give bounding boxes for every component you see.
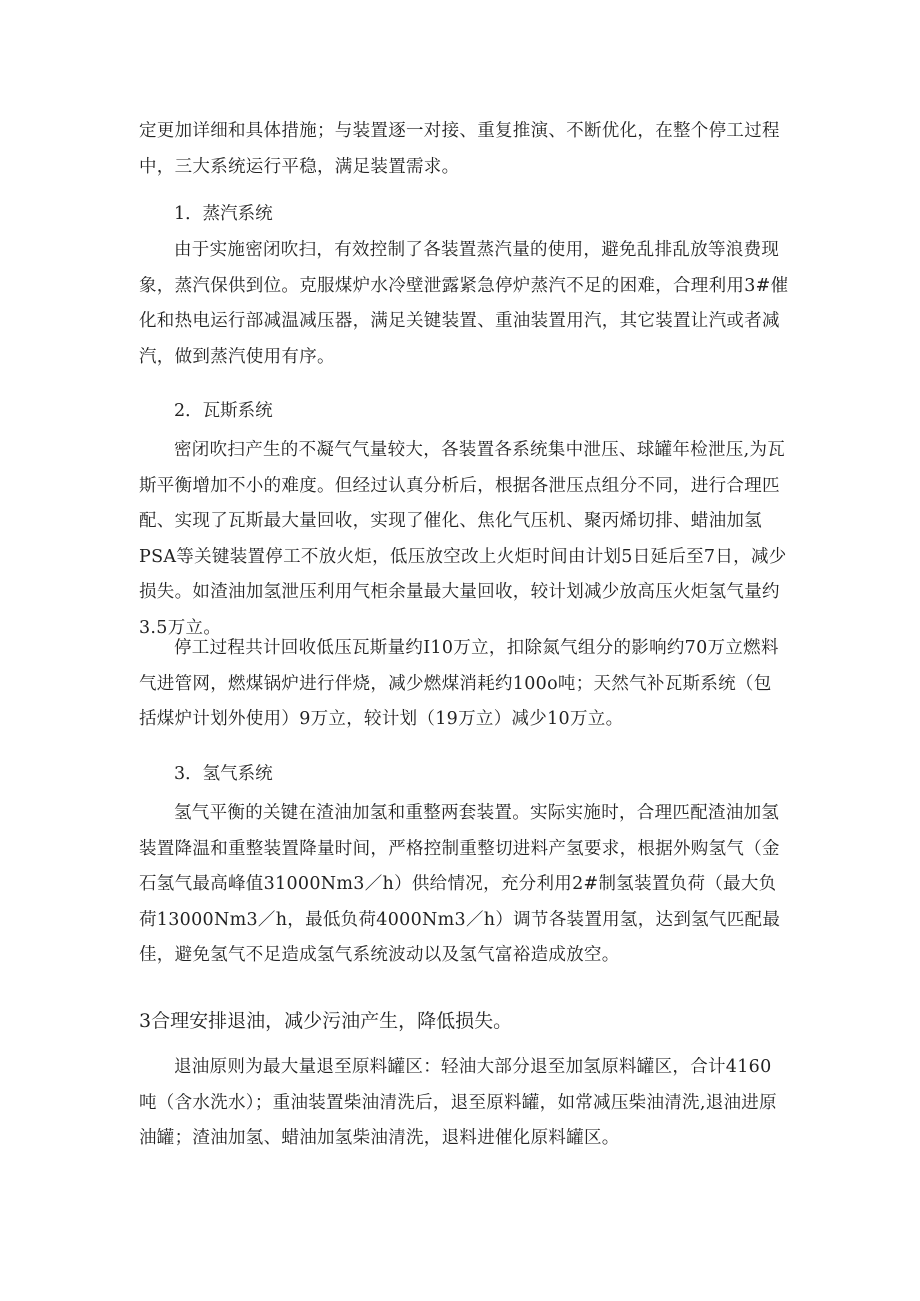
heading-steam-system: 1．蒸汽系统 [174, 204, 273, 224]
oil-return-paragraph: 退油原则为最大量退至原料罐区：轻油大部分退至加氢原料罐区，合计4160吨（含水洗水）；重油装置柴油清洗后，退至原料罐，如常减压柴油清洗,退油进原油罐；渣油加氢、蜡油加氢柴油清洗，退料进催化原料罐区。 [139, 1057, 777, 1148]
gas-paragraph-1: 密闭吹扫产生的不凝气气量较大，各装置各系统集中泄压、球罐年检泄压,为瓦斯平衡增加不小的难度。但经过认真分析后，根据各泄压点组分不同，进行合理匹配、实现了瓦斯最大量回收，实现了催化、焦化气压机、聚丙烯切排、蜡油加氢PSA等关键装置停工不放火炬，低压放空改上火炬时间由计划5日延后至7日，减少损失。如渣油加氢泄压利用气柜余量最大量回收，较计划减少放高压火炬氢气量约3.5万立。 [139, 440, 787, 638]
gas-paragraph-2: 停工过程共计回收低压瓦斯量约I10万立，扣除氮气组分的影响约70万立燃料气进管网，燃煤锅炉进行伴烧，减少燃煤消耗约100o吨；天然气补瓦斯系统（包括煤炉计划外使用）9万立，较计划（19万立）减少10万立。 [139, 638, 779, 729]
intro-paragraph: 定更加详细和具体措施；与装置逐一对接、重复推演、不断优化，在整个停工过程中，三大系统运行平稳，满足装置需求。 [139, 121, 780, 177]
section-heading-oil-return: 3合理安排退油，减少污油产生，降低损失。 [139, 1010, 513, 1032]
heading-gas-system: 2．瓦斯系统 [174, 401, 273, 421]
heading-hydrogen-system: 3．氢气系统 [174, 764, 273, 784]
steam-paragraph: 由于实施密闭吹扫，有效控制了各装置蒸汽量的使用，避免乱排乱放等浪费现象，蒸汽保供到位。克服煤炉水冷壁泄露紧急停炉蒸汽不足的困难，合理利用3#催化和热电运行部减温减压器，满足关键装置、重油装置用汽，其它装置让汽或者减汽，做到蒸汽使用有序。 [139, 240, 789, 367]
hydrogen-paragraph: 氢气平衡的关键在渣油加氢和重整两套装置。实际实施时，合理匹配渣油加氢装置降温和重整装置降量时间，严格控制重整切进料产氢要求，根据外购氢气（金石氢气最高峰值31000Nm3／h）供给情况，充分利用2#制氢装置负荷（最大负荷13000Nm3／h，最低负荷4000Nm3／h）调节各装置用氢，达到氢气匹配最佳，避免氢气不足造成氢气系统波动以及氢气富裕造成放空。 [139, 803, 781, 965]
